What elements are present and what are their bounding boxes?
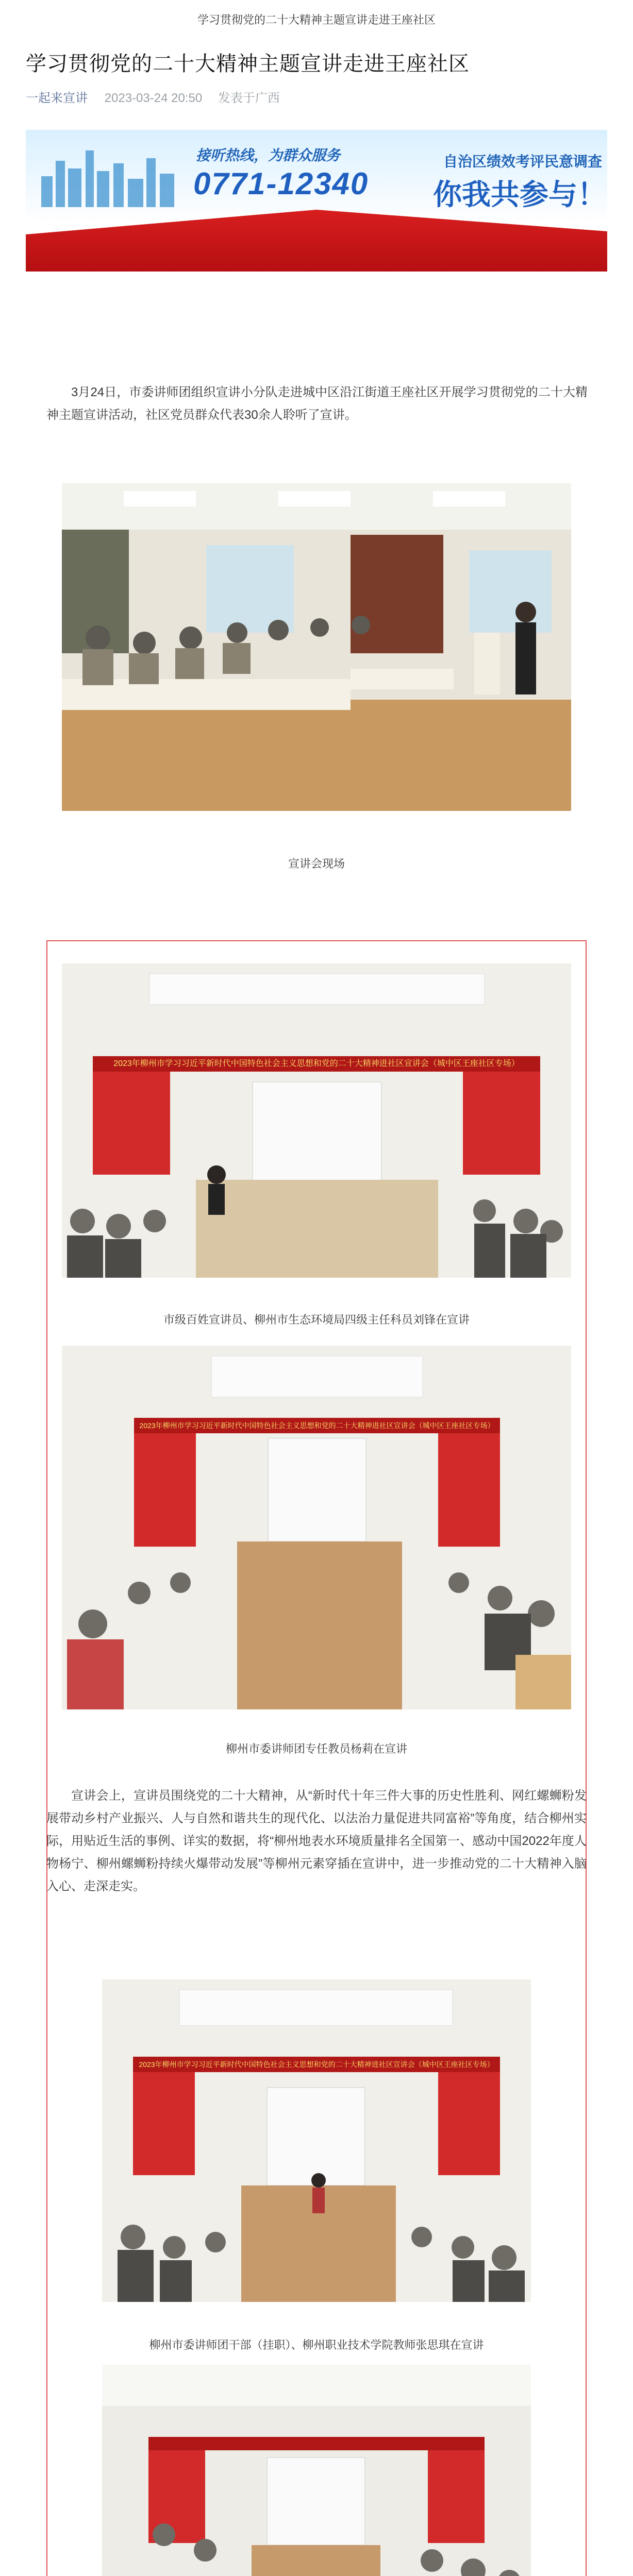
banner-slogan-left: 接听热线，为群众服务	[196, 147, 341, 163]
meeting-banner-text-3: 2023年柳州市学习习近平新时代中国特色社会主义思想和党的二十大精神进社区宣讲会（城中区王座社区专场）	[139, 1421, 495, 1430]
article-meta	[26, 88, 280, 106]
account-name-link[interactable]: 一起来宣讲	[26, 91, 88, 105]
main-paragraph: 宣讲会上，宣讲员围绕党的二十大精神，从“新时代十年三件大事的历史性胜利、网红螺蛳粉发展带动乡村产业振兴、人与自然和谐共生的现代化、以法治力量促进共同富裕”等角度，结合柳州实际，用贴近生活的事例、详实的数据，将“柳州地表水环境质量排名全国第一、感动中国2022年度人物杨宁、柳州螺蛳粉持续火爆带动发展”等柳州元素穿插在宣讲中，进一步推动党的二十大精神入脑入心、走深走实。	[46, 1789, 587, 1893]
meeting-photo-5	[102, 2365, 531, 2576]
photo-caption-3: 柳州市委讲师团专任教员杨莉在宣讲	[225, 1742, 407, 1755]
publish-datetime: 2023-03-24 20:50	[104, 91, 203, 105]
hotline-banner	[26, 130, 607, 272]
intro-paragraph: 3月24日，市委讲师团组织宣讲小分队走进城中区沿江街道王座社区开展学习贯彻党的二十大精神主题宣讲活动，社区党员群众代表30余人聆听了宣讲。	[46, 385, 588, 422]
banner-slogan-right: 自治区绩效考评民意调查	[443, 154, 603, 170]
banner-call-to-action: 你我共参与！	[433, 178, 606, 211]
photo-caption-4: 柳州市委讲师团干部（挂职）、柳州职业技术学院教师张思琪在宣讲	[149, 2338, 484, 2351]
meeting-banner-text-2: 2023年柳州市学习习近平新时代中国特色社会主义思想和党的二十大精神进社区宣讲会（城中区王座社区专场）	[113, 1059, 520, 1068]
article-title: 学习贯彻党的二十大精神主题宣讲走进王座社区	[26, 53, 470, 75]
page-top-title: 学习贯彻党的二十大精神主题宣讲走进王座社区	[197, 13, 436, 26]
meeting-photo-2	[62, 963, 571, 1278]
meeting-banner-text-4: 2023年柳州市学习习近平新时代中国特色社会主义思想和党的二十大精神进社区宣讲会（城中区王座社区专场）	[139, 2060, 494, 2069]
publish-location: 发表于广西	[218, 91, 280, 105]
banner-phone: 0771-12340	[193, 166, 369, 201]
meeting-photo-1	[62, 483, 571, 811]
city-skyline-icon	[36, 145, 180, 207]
meeting-photo-4	[102, 1979, 531, 2302]
photo-caption-2: 市级百姓宣讲员、柳州市生态环境局四级主任科员刘锋在宣讲	[163, 1313, 470, 1326]
photo-caption-1: 宣讲会现场	[288, 857, 345, 870]
meeting-photo-3	[62, 1346, 571, 1709]
